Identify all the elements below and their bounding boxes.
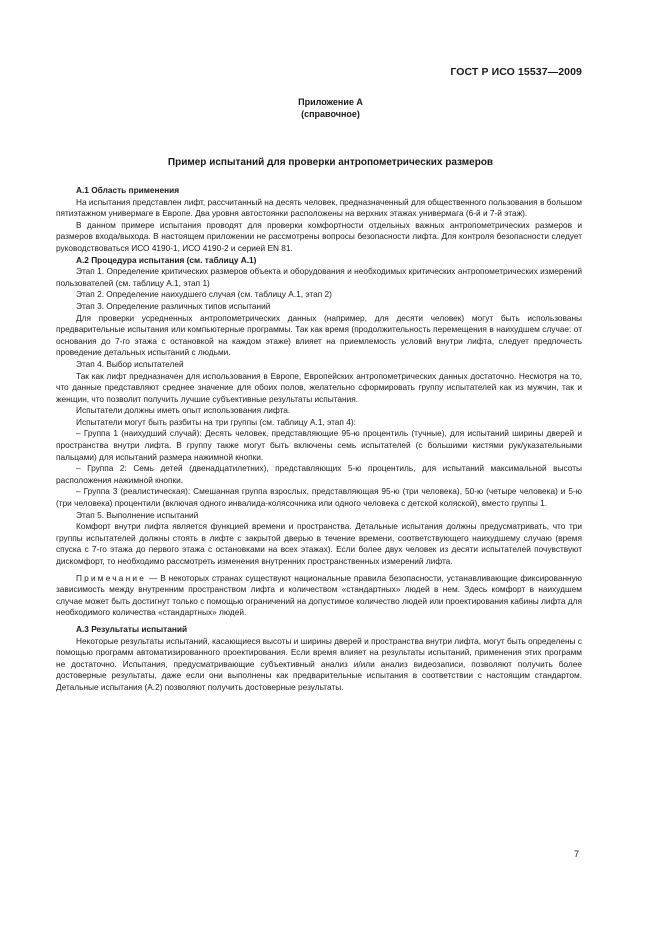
list-item: – Группа 1 (наихудший случай): Десять человек, представляющие 95-ю процентиль (тучные), для испытаний ширины дверей и пространства внутри лифта. В группу также могут быть включены семь испытателей (с большими кистями рук/указательными пальцами) для испытаний размера нажимной кнопки. — [56, 428, 582, 462]
section-heading: А.1 Область применения — [76, 185, 180, 195]
list-item: – Группа 2: Семь детей (двенадцатилетних), представляющих 5-ю процентиль, для испытаний максимальной высоты расположения нажимной кнопки. — [56, 463, 582, 485]
annex-subtitle: (справочное) — [301, 109, 360, 119]
paragraph: Испытатели должны иметь опыт использования лифта. — [76, 405, 291, 416]
page-number: 7 — [573, 849, 579, 859]
paragraph: Этап 1. Определение критических размеров объекта и оборудования и необходимых критических антропометрических измерений пользователей (см. таблицу А.1, этап 1) — [56, 266, 582, 288]
paragraph: Этап 3. Определение различных типов испытаний — [76, 300, 271, 311]
paragraph: Этап 5. Выполнение испытаний — [76, 509, 199, 520]
paragraph: Некоторые результаты испытаний, касающиеся высоты и ширины дверей и пространства внутри лифта, могут быть определены с помощью программ автоматизированного проектирования. Если время влияет на результаты испытаний, применения этих программ не достаточно. Испытания, предусматривающие субъективный анализ и/или анализ видеозаписи, позволяют получить более достоверные результаты, даже если они выполнены как предварительные испытания в соответствии с настоящим стандартом. Детальные испытания (А.2) позволяют получить достоверные результаты. — [56, 635, 582, 692]
paragraph: Так как лифт предназначен для использования в Европе, Европейских антропометрических данных достаточно. Несмотря на то, что данные представляют среднее значение для обоих полов, желательно сформировать группу испытателей как из мужчин, так и женщин, что позволит получить лучшие субъективные результаты испытания. — [56, 370, 582, 404]
paragraph: Испытатели могут быть разбиты на три группы (см. таблицу А.1, этап 4): — [76, 416, 356, 427]
note — [56, 573, 582, 619]
document-code: ГОСТ Р ИСО 15537—2009 — [450, 66, 582, 78]
paragraph: Этап 4. Выбор испытателей — [76, 358, 184, 369]
section-heading: А.3 Результаты испытаний — [76, 623, 188, 634]
paragraph: Комфорт внутри лифта является функцией времени и пространства. Детальные испытания должны предусматривать, что три группы испытателей должны стоять в лифте с закрытой дверью в течение времени, соответствующего наихудшему случаю (время спуска с 7-го этажа до первого этажа с остановками на всех этажах). Если более двух человек из десяти испытателей почувствуют дискомфорт, то необходимо рассмотреть изменения внутренних пространственных измерений лифта. — [56, 521, 582, 566]
body-text — [56, 185, 582, 694]
paragraph: Этап 2. Определение наихудшего случая (см. таблицу А.1, этап 2) — [76, 289, 332, 300]
list-item: – Группа 3 (реалистическая): Смешанная группа взрослых, представляющая 95-ю (три человека), 50-ю (четыре человека) и 5-ю (три человека) процентили (включая одного инвалида-колясочника или одного человека с детской коляской), вместо группы 1. — [56, 486, 582, 509]
paragraph: В данном примере испытания проводят для проверки комфортности отдельных важных антропометрических размеров и размеров входа/выхода. В настоящем приложении не рассмотрены вопросы безопасности лифта. Для контроля безопасности следует руководствоваться ИСО 4190-1, ИСО 4190-2 и серией EN 81. — [56, 219, 582, 253]
main-title: Пример испытаний для проверки антропометрических размеров — [167, 157, 494, 168]
paragraph: На испытания представлен лифт, рассчитанный на десять человек, предназначенный для общественного пользования в большом пятиэтажном универмаге в Европе. Два уровня автостоянки расположены на верхних этажах универмага (6-й и 7-й этаж). — [56, 196, 582, 219]
note-label: Примечание — [76, 572, 147, 583]
note-text: — В некоторых странах существуют национальные правила безопасности, устанавливающие фиксированную зависимость между внутренним пространством лифта и количеством «стандартных» людей в нем. Здесь комфорт в наихудшем случае может быть достигнут только с помощью ограничений на допустимое количество людей или проектирования кабины лифта для необходимого количества «стандартных» людей. — [56, 572, 582, 618]
annex-title: Приложение А — [298, 97, 363, 107]
paragraph: Для проверки усредненных антропометрических данных (например, для десяти человек) могут быть использованы предварительные испытания или компьютерные программы. Так как время (продолжительность перемещения в наихудшем случае: от основания до 7-го этажа с остановкой на каждом этаже) влияет на приемлемость условий внутри лифта, следует предпочесть проведение детальных испытаний с людьми. — [56, 312, 582, 358]
section-heading: А.2 Процедура испытания (см. таблицу А.1) — [76, 254, 257, 265]
